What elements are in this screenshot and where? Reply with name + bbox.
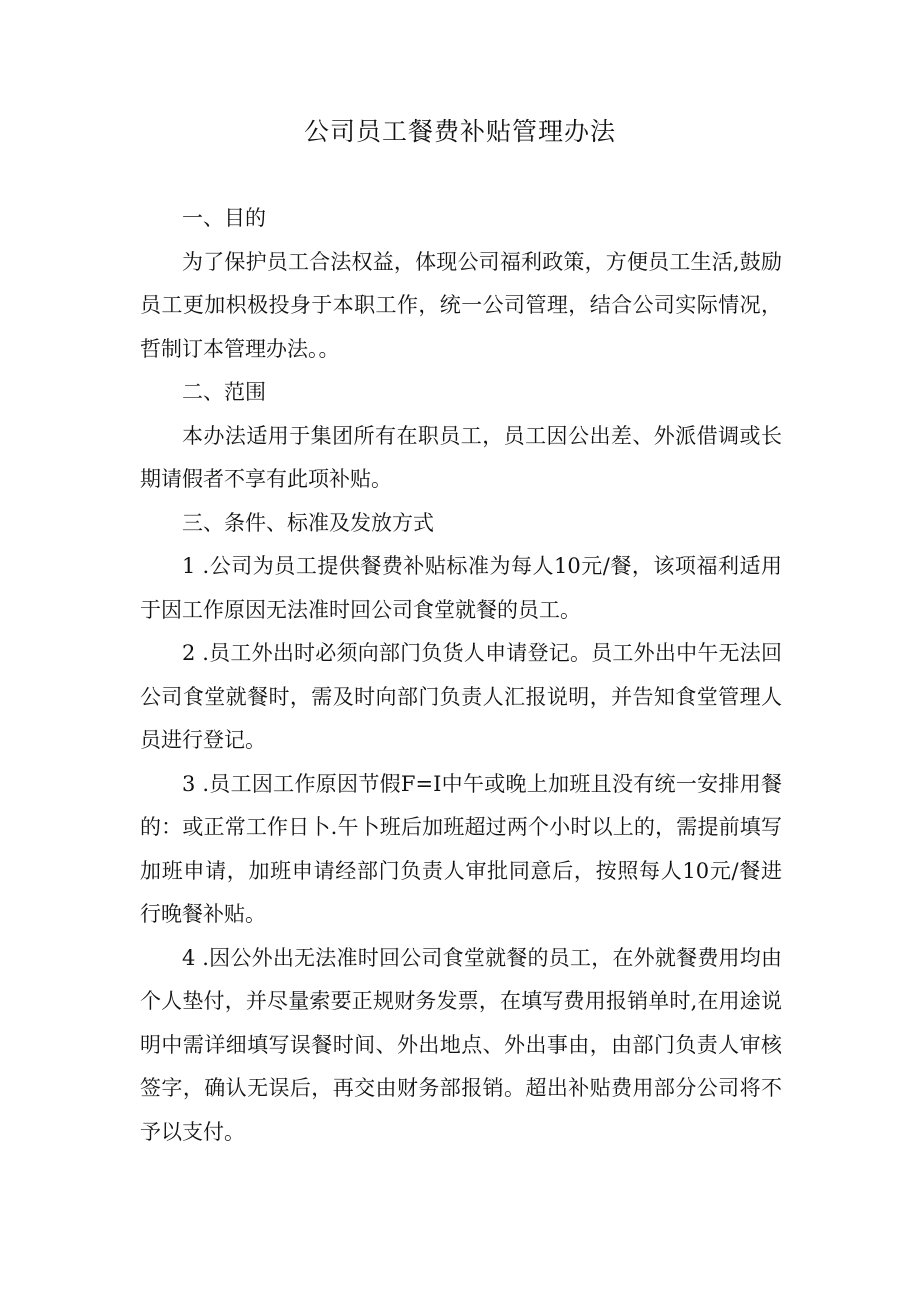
paragraph-clause-3: 3 .员工因工作原因节假F=I中午或晚上加班且没有统一安排用餐的：或正常工作日卜.午卜班后加班超过两个小时以上的，需提前填写加班申请，加班申请经部门负责人审批同意后，按照每人10元/餐进行晚餐补贴。 [140,771,782,926]
paragraph-scope: 本办法适用于集团所有在职员工，员工因公出差、外派借调或长期请假者不享有此项补贴。 [140,423,782,491]
paragraph-clause-2: 2 .员工外出时必须向部门负货人申请登记。员工外出中午无法回公司食堂就餐时，需及时向部门负责人汇报说明，并告知食堂管理人员进行登记。 [140,641,782,752]
paragraph-purpose: 为了保护员工合法权益，体现公司福利政策，方便员工生活,鼓励员工更加枳极投身于本职工作，统一公司管理，结合公司实际情况，哲制订本管理办法。。 [140,249,782,361]
section-heading-scope: 二、范围 [182,380,266,404]
document-title: 公司员工餐费补贴管理办法 [303,117,616,146]
section-heading-conditions: 三、条件、标准及发放方式 [182,510,434,535]
section-heading-purpose: 一、目的 [182,206,266,230]
paragraph-clause-1: 1 .公司为员工提供餐费补贴标准为每人10元/餐，该项福利适用于因工作原因无法准时回公司食堂就餐的员工。 [140,554,782,622]
document-body [140,197,782,1154]
paragraph-clause-4: 4 .因公外出无法准时回公司食堂就餐的员工，在外就餐费用均由个人垫付，并尽量索要正规财务发票，在填写费用报销单时,在用途说明中需详细填写误餐时间、外出地点、外出事由，由部门负责人审核签字，确认无误后，再交由财务部报销。超出补贴费用部分公司将不予以支付。 [140,945,782,1144]
